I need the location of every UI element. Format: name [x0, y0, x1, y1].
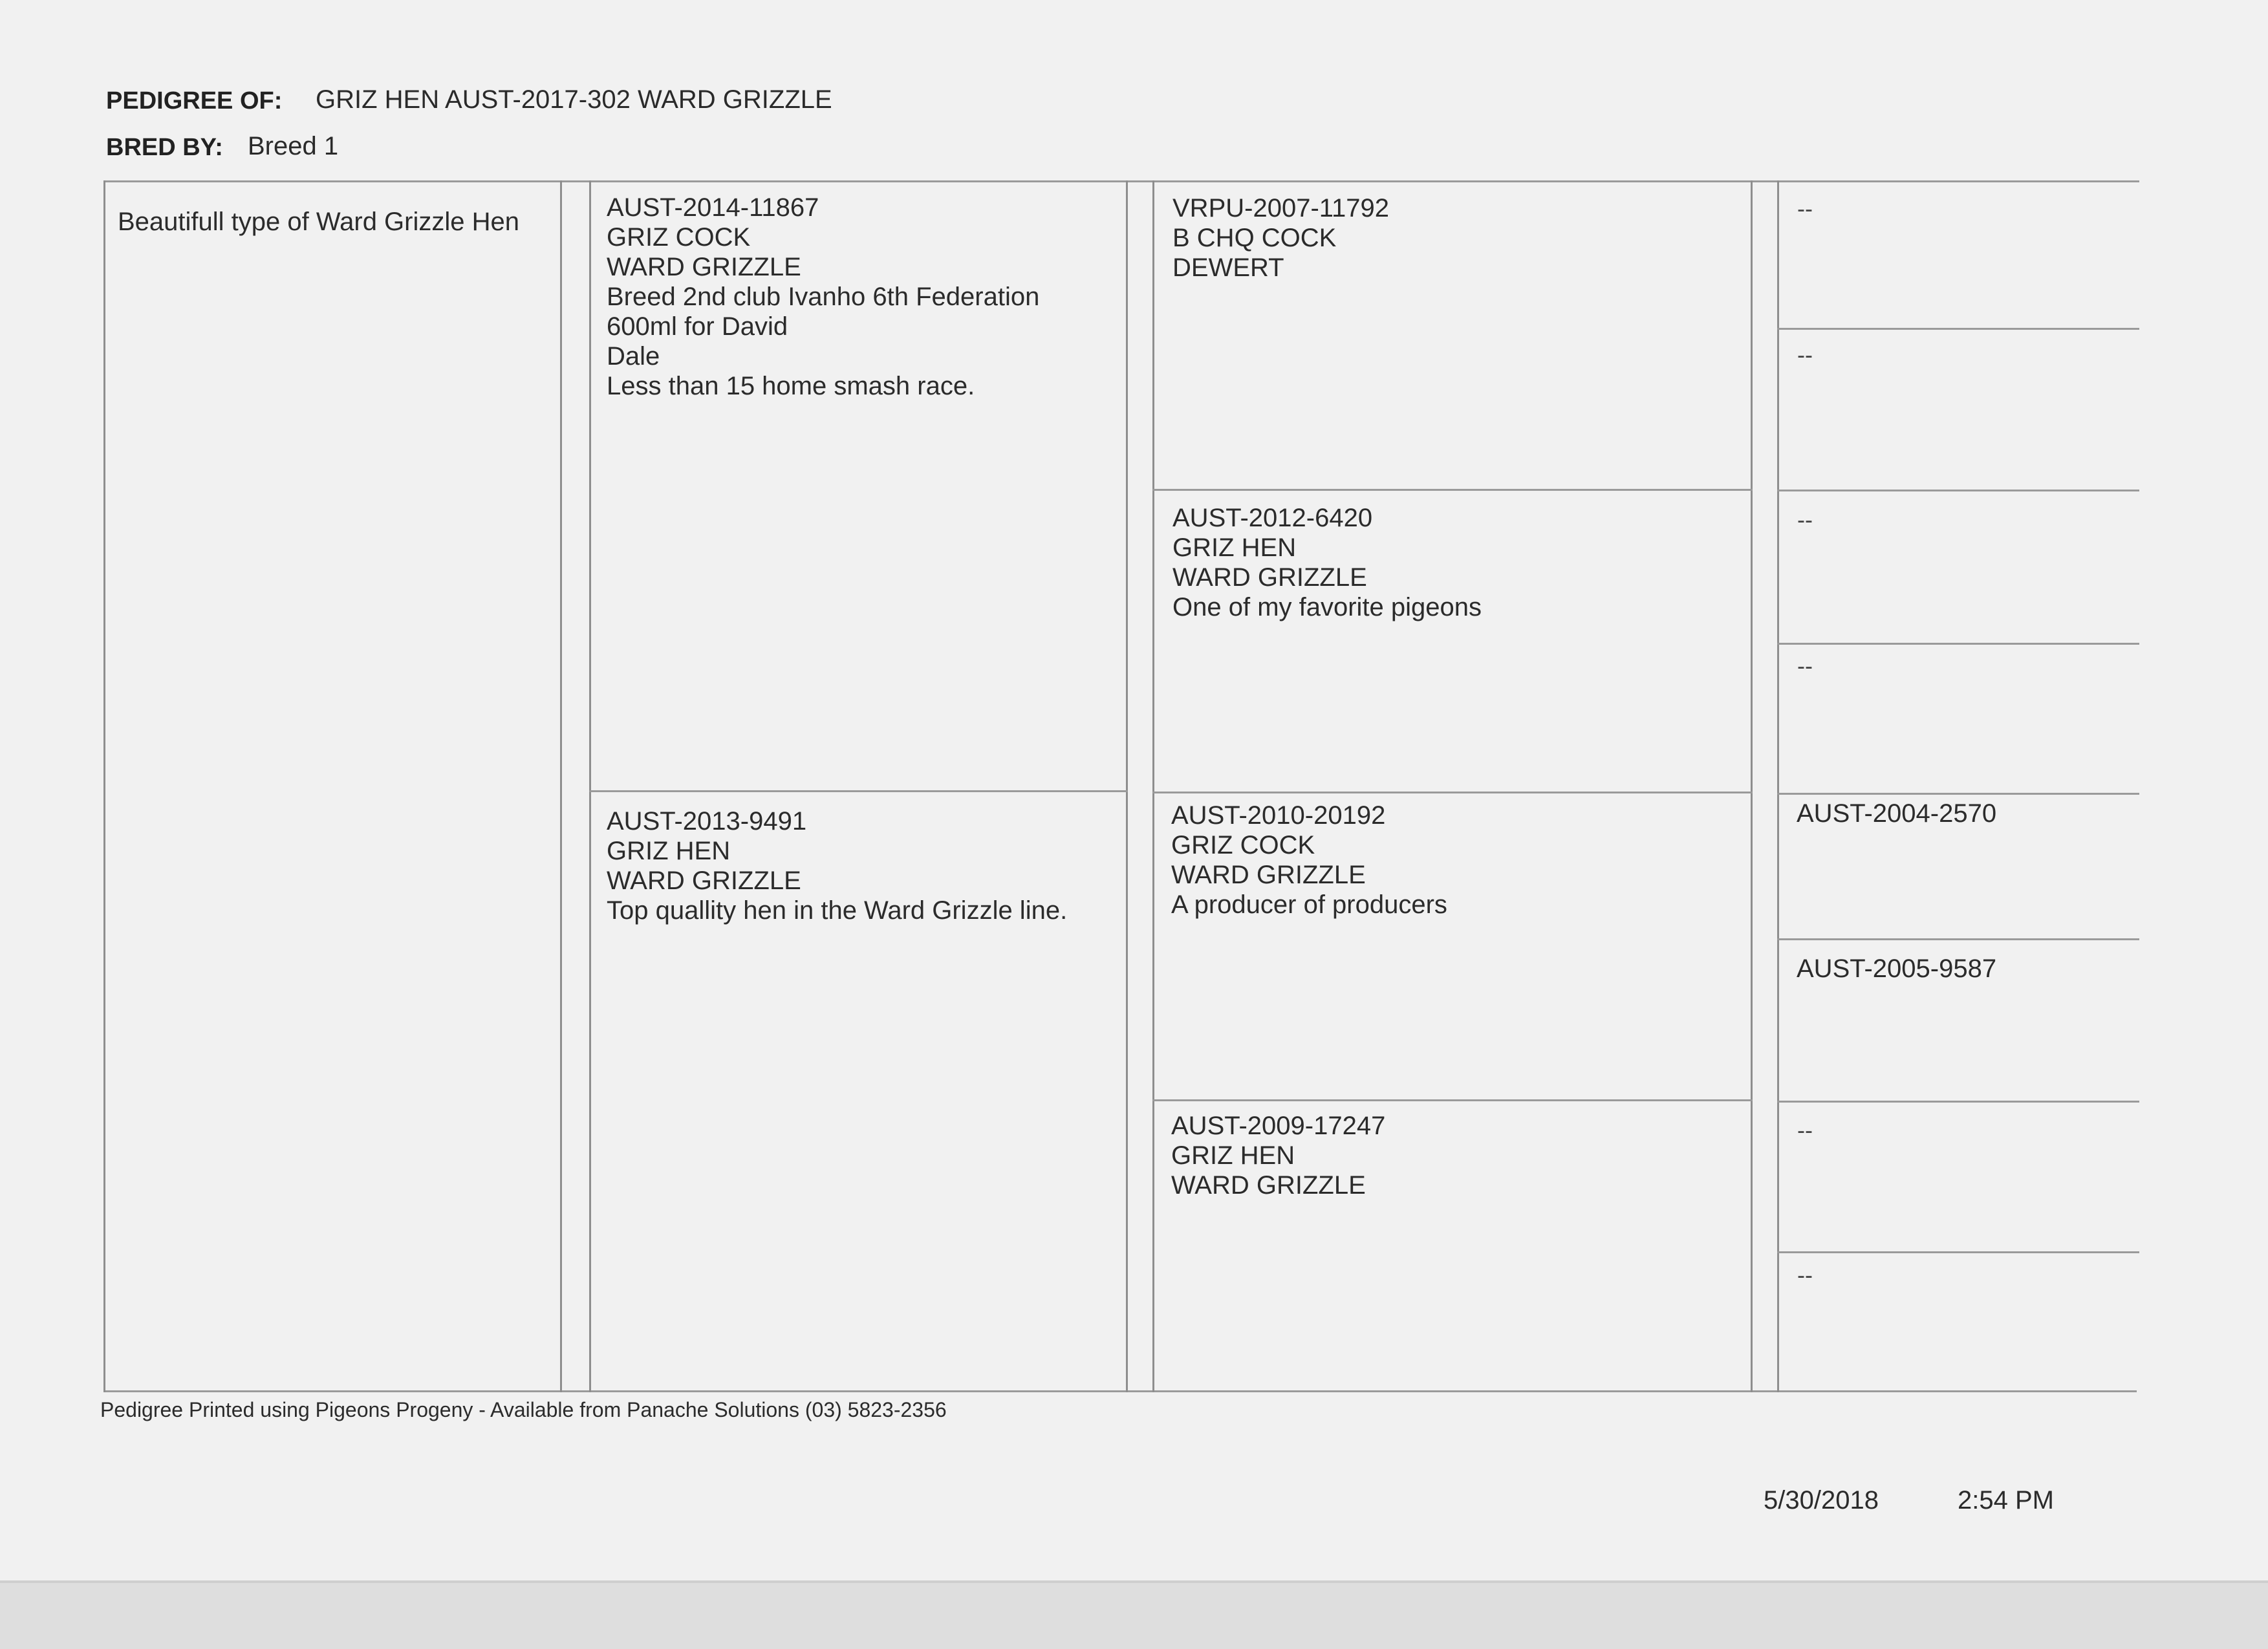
subject-note: Beautifull type of Ward Grizzle Hen [118, 208, 519, 236]
row-divider [1777, 1251, 2139, 1253]
row-divider [1152, 1099, 1753, 1101]
sire-colour-sex: GRIZ COCK [607, 223, 751, 252]
note: A producer of producers [1171, 890, 1447, 919]
pedigree-of-label: PEDIGREE OF: [106, 87, 283, 114]
bred-by-label: BRED BY: [106, 134, 223, 161]
print-date: 5/30/2018 [1764, 1486, 1879, 1514]
sire-note: 600ml for David [607, 312, 788, 341]
ring-number: AUST-2009-17247 [1171, 1112, 1386, 1140]
table-top-border [103, 180, 2139, 182]
great-grandparent-entry: -- [1797, 506, 1813, 533]
dam-note: Top quallity hen in the Ward Grizzle line. [607, 896, 1068, 925]
column-divider [1152, 180, 1154, 1392]
sire-note: Breed 2nd club Ivanho 6th Federation [607, 283, 1040, 311]
column-divider [589, 180, 591, 1392]
row-divider [1152, 489, 1753, 491]
strain: WARD GRIZZLE [1171, 1171, 1366, 1200]
colour-sex: GRIZ COCK [1171, 831, 1315, 859]
row-divider [1777, 1101, 2139, 1103]
column-divider [1126, 180, 1128, 1392]
note: One of my favorite pigeons [1172, 593, 1482, 621]
column-divider [1777, 180, 1779, 1392]
great-grandparent-entry: -- [1797, 195, 1813, 222]
table-left-border [103, 180, 105, 1392]
colour-sex: B CHQ COCK [1172, 224, 1337, 252]
sire-strain: WARD GRIZZLE [607, 253, 801, 281]
print-time: 2:54 PM [1958, 1486, 2054, 1514]
great-grandparent-entry: -- [1797, 1262, 1813, 1288]
dam-ring-number: AUST-2013-9491 [607, 807, 807, 835]
column-divider [1751, 180, 1753, 1392]
grandparent-entry [1171, 1111, 1385, 1200]
great-grandparent-entry: AUST-2005-9587 [1797, 954, 1997, 983]
dam-strain: WARD GRIZZLE [607, 867, 801, 895]
pedigree-of-value: GRIZ HEN AUST-2017-302 WARD GRIZZLE [316, 85, 832, 114]
colour-sex: GRIZ HEN [1171, 1141, 1295, 1170]
grandparent-entry [1172, 193, 1389, 283]
great-grandparent-entry: -- [1797, 341, 1813, 368]
grandparent-entry [1171, 801, 1447, 920]
dam-entry [607, 806, 1067, 925]
sire-entry [607, 193, 1039, 401]
sire-note: Dale [607, 342, 660, 371]
sire-note: Less than 15 home smash race. [607, 372, 975, 400]
great-grandparent-entry: -- [1797, 1117, 1813, 1143]
ring-number: AUST-2012-6420 [1172, 504, 1373, 532]
strain: DEWERT [1172, 253, 1284, 282]
row-divider [1777, 490, 2139, 491]
great-grandparent-entry: AUST-2004-2570 [1797, 799, 1997, 828]
dam-colour-sex: GRIZ HEN [607, 837, 731, 865]
ring-number: VRPU-2007-11792 [1172, 194, 1390, 222]
table-bottom-border [103, 1390, 2137, 1392]
ring-number: AUST-2010-20192 [1171, 801, 1386, 830]
great-grandparent-entry: -- [1797, 652, 1813, 679]
sire-ring-number: AUST-2014-11867 [607, 193, 819, 222]
strain: WARD GRIZZLE [1172, 563, 1367, 592]
paper-bottom-margin [0, 1583, 2268, 1649]
row-divider [1777, 643, 2139, 645]
row-divider [589, 790, 1128, 792]
column-divider [560, 180, 562, 1392]
grandparent-entry [1172, 503, 1482, 622]
row-divider [1152, 792, 1753, 793]
bred-by-value: Breed 1 [248, 132, 339, 160]
row-divider [1777, 793, 2139, 795]
strain: WARD GRIZZLE [1171, 861, 1366, 889]
row-divider [1777, 328, 2139, 330]
colour-sex: GRIZ HEN [1172, 534, 1297, 562]
footer-credit: Pedigree Printed using Pigeons Progeny - Available from Panache Solutions (03) 5823-2356 [100, 1398, 947, 1421]
row-divider [1777, 938, 2139, 940]
